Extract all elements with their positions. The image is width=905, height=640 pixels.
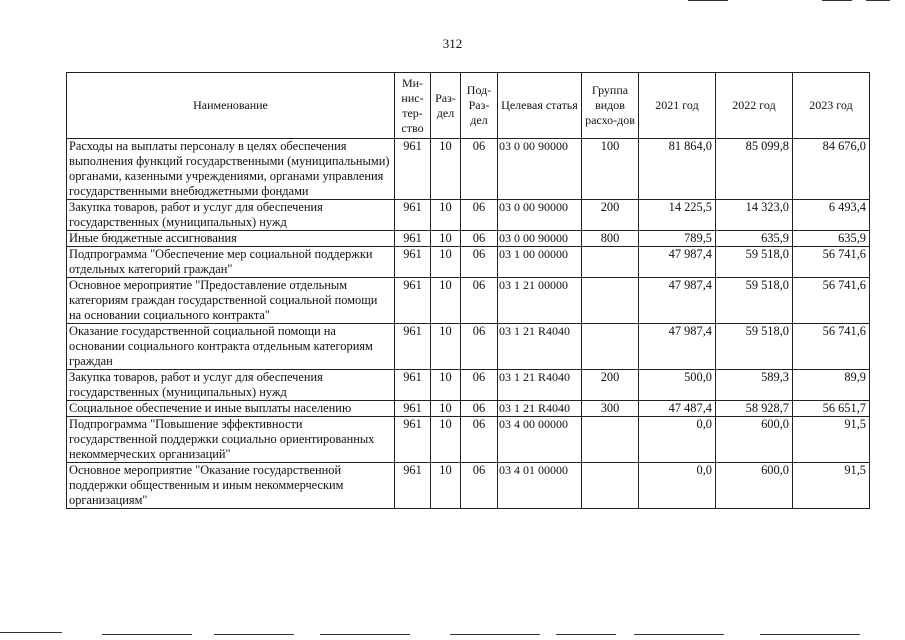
row-subsection: 06 — [461, 463, 498, 509]
table-row — [67, 463, 870, 509]
row-2022: 14 323,0 — [716, 200, 793, 231]
table-row — [67, 370, 870, 401]
row-ministry: 961 — [395, 417, 431, 463]
row-ministry: 961 — [395, 139, 431, 200]
table-row — [67, 401, 870, 417]
table-row — [67, 417, 870, 463]
col-header-2023: 2023 год — [793, 73, 870, 139]
col-header-subsection: Под-Раз-дел — [461, 73, 498, 139]
col-header-name: Наименование — [67, 73, 395, 139]
row-target: 03 0 00 90000 — [498, 231, 582, 247]
row-group: 200 — [582, 200, 639, 231]
page-number: 312 — [442, 36, 463, 51]
row-subsection: 06 — [461, 200, 498, 231]
row-section: 10 — [431, 417, 461, 463]
row-ministry: 961 — [395, 463, 431, 509]
row-2021: 0,0 — [639, 463, 716, 509]
row-group: 300 — [582, 401, 639, 417]
scan-line — [822, 0, 852, 1]
table-row — [67, 139, 870, 200]
row-2023: 56 741,6 — [793, 278, 870, 324]
row-subsection: 06 — [461, 370, 498, 401]
row-target: 03 4 01 00000 — [498, 463, 582, 509]
row-2021: 47 987,4 — [639, 324, 716, 370]
row-2021: 789,5 — [639, 231, 716, 247]
row-2022: 59 518,0 — [716, 247, 793, 278]
row-name: Оказание государственной социальной помощи на основании социального контракта отдельным категориям граждан — [67, 324, 395, 370]
row-section: 10 — [431, 200, 461, 231]
row-ministry: 961 — [395, 278, 431, 324]
row-2023: 91,5 — [793, 463, 870, 509]
row-name: Подпрограмма "Обеспечение мер социальной поддержки отдельных категорий граждан" — [67, 247, 395, 278]
row-2022: 600,0 — [716, 417, 793, 463]
row-2022: 600,0 — [716, 463, 793, 509]
row-target: 03 4 00 00000 — [498, 417, 582, 463]
row-section: 10 — [431, 401, 461, 417]
row-2021: 47 987,4 — [639, 278, 716, 324]
row-section: 10 — [431, 139, 461, 200]
row-target: 03 1 21 R4040 — [498, 370, 582, 401]
scan-line — [214, 634, 294, 635]
scan-line — [866, 0, 890, 1]
row-2023: 89,9 — [793, 370, 870, 401]
table-row — [67, 324, 870, 370]
row-section: 10 — [431, 278, 461, 324]
row-name: Основное мероприятие "Оказание государственной поддержки общественным и иным некоммерческим организациям" — [67, 463, 395, 509]
row-group — [582, 324, 639, 370]
row-2021: 14 225,5 — [639, 200, 716, 231]
row-section: 10 — [431, 463, 461, 509]
row-subsection: 06 — [461, 139, 498, 200]
row-2021: 0,0 — [639, 417, 716, 463]
col-header-2022: 2022 год — [716, 73, 793, 139]
row-name: Подпрограмма "Повышение эффективности государственной поддержки социально ориентированных некоммерческих организаций" — [67, 417, 395, 463]
row-2021: 47 987,4 — [639, 247, 716, 278]
row-section: 10 — [431, 231, 461, 247]
row-ministry: 961 — [395, 231, 431, 247]
table-row — [67, 200, 870, 231]
row-group: 200 — [582, 370, 639, 401]
col-header-2021: 2021 год — [639, 73, 716, 139]
table-row — [67, 231, 870, 247]
row-2022: 85 099,8 — [716, 139, 793, 200]
row-target: 03 1 21 R4040 — [498, 401, 582, 417]
row-target: 03 0 00 90000 — [498, 139, 582, 200]
row-2021: 81 864,0 — [639, 139, 716, 200]
scan-line — [688, 0, 728, 1]
row-2023: 56 741,6 — [793, 247, 870, 278]
row-2022: 59 518,0 — [716, 278, 793, 324]
scan-line — [556, 634, 616, 635]
row-2023: 635,9 — [793, 231, 870, 247]
scan-line — [320, 634, 410, 635]
row-2023: 56 651,7 — [793, 401, 870, 417]
row-subsection: 06 — [461, 247, 498, 278]
scan-line — [634, 634, 724, 635]
row-name: Основное мероприятие "Предоставление отдельным категориям граждан государственной социальной помощи на основании социального контракта" — [67, 278, 395, 324]
row-2023: 6 493,4 — [793, 200, 870, 231]
budget-table — [66, 72, 870, 509]
col-header-section: Раз-дел — [431, 73, 461, 139]
row-name: Социальное обеспечение и иные выплаты населению — [67, 401, 395, 417]
row-subsection: 06 — [461, 417, 498, 463]
scan-line — [450, 634, 540, 635]
row-2023: 84 676,0 — [793, 139, 870, 200]
row-target: 03 1 21 R4040 — [498, 324, 582, 370]
row-2022: 58 928,7 — [716, 401, 793, 417]
row-2021: 47 487,4 — [639, 401, 716, 417]
row-group — [582, 417, 639, 463]
header-row — [67, 73, 870, 139]
row-subsection: 06 — [461, 278, 498, 324]
row-name: Расходы на выплаты персоналу в целях обеспечения выполнения функций государственными (муниципальными) органами, казенными учреждениями, органами управления государственными внебюджетными фондами — [67, 139, 395, 200]
table-row — [67, 247, 870, 278]
table-row — [67, 278, 870, 324]
row-2023: 91,5 — [793, 417, 870, 463]
row-subsection: 06 — [461, 401, 498, 417]
row-name: Закупка товаров, работ и услуг для обеспечения государственных (муниципальных) нужд — [67, 370, 395, 401]
row-target: 03 1 21 00000 — [498, 278, 582, 324]
row-target: 03 0 00 90000 — [498, 200, 582, 231]
row-2023: 56 741,6 — [793, 324, 870, 370]
row-name: Закупка товаров, работ и услуг для обеспечения государственных (муниципальных) нужд — [67, 200, 395, 231]
row-group — [582, 278, 639, 324]
row-2022: 589,3 — [716, 370, 793, 401]
row-subsection: 06 — [461, 324, 498, 370]
row-2022: 59 518,0 — [716, 324, 793, 370]
row-subsection: 06 — [461, 231, 498, 247]
row-group: 800 — [582, 231, 639, 247]
scan-line — [102, 634, 192, 635]
col-header-group: Группа видов расхо-дов — [582, 73, 639, 139]
row-group — [582, 463, 639, 509]
row-2021: 500,0 — [639, 370, 716, 401]
scan-line — [760, 634, 860, 635]
row-ministry: 961 — [395, 247, 431, 278]
row-ministry: 961 — [395, 401, 431, 417]
row-2022: 635,9 — [716, 231, 793, 247]
scan-line — [0, 632, 62, 633]
row-ministry: 961 — [395, 370, 431, 401]
row-target: 03 1 00 00000 — [498, 247, 582, 278]
col-header-ministry: Ми-нис-тер-ство — [395, 73, 431, 139]
row-name: Иные бюджетные ассигнования — [67, 231, 395, 247]
row-section: 10 — [431, 370, 461, 401]
row-ministry: 961 — [395, 200, 431, 231]
row-group — [582, 247, 639, 278]
col-header-target: Целевая статья — [498, 73, 582, 139]
row-section: 10 — [431, 247, 461, 278]
row-group: 100 — [582, 139, 639, 200]
row-ministry: 961 — [395, 324, 431, 370]
row-section: 10 — [431, 324, 461, 370]
